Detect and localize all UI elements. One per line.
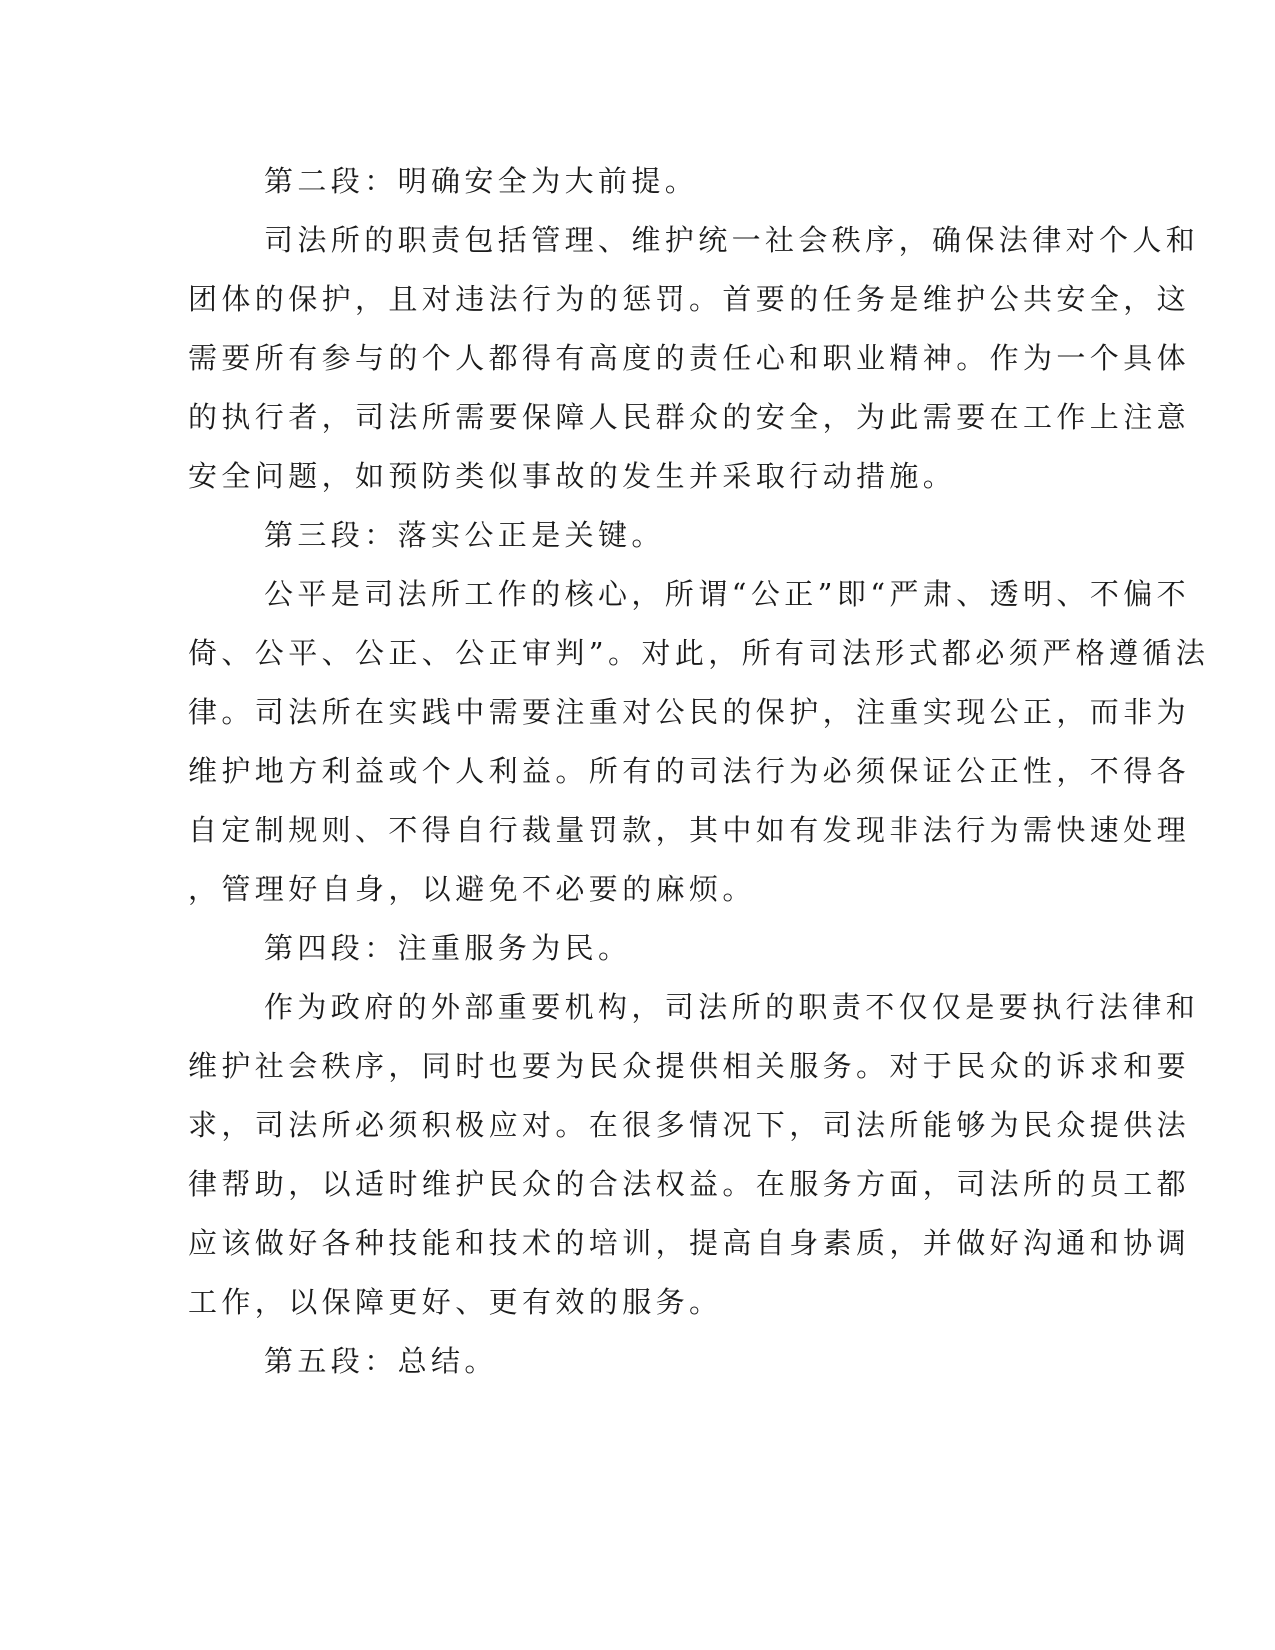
paragraph-line: 倚、公平、公正、公正审判”。对此，所有司法形式都必须严格遵循法 — [188, 636, 1210, 670]
paragraph-line: 公平是司法所工作的核心，所谓“公正”即“严肃、透明、不偏不 — [264, 577, 1191, 611]
section-heading-3: 第三段：落实公正是关键。 — [264, 518, 665, 552]
paragraph-line: 作为政府的外部重要机构，司法所的职责不仅仅是要执行法律和 — [264, 990, 1200, 1024]
paragraph-line: ，管理好自身，以避免不必要的麻烦。 — [188, 872, 756, 906]
section-heading-5: 第五段：总结。 — [264, 1344, 498, 1378]
paragraph-line: 的执行者，司法所需要保障人民群众的安全，为此需要在工作上注意 — [188, 400, 1191, 434]
paragraph-line: 工作，以保障更好、更有效的服务。 — [188, 1285, 723, 1319]
paragraph-line: 需要所有参与的个人都得有高度的责任心和职业精神。作为一个具体 — [188, 341, 1191, 375]
paragraph-line: 应该做好各种技能和技术的培训，提高自身素质，并做好沟通和协调 — [188, 1226, 1191, 1260]
section-heading-4: 第四段：注重服务为民。 — [264, 931, 632, 965]
paragraph-line: 司法所的职责包括管理、维护统一社会秩序，确保法律对个人和 — [264, 223, 1200, 257]
paragraph-line: 团体的保护，且对违法行为的惩罚。首要的任务是维护公共安全，这 — [188, 282, 1191, 316]
paragraph-line: 维护地方利益或个人利益。所有的司法行为必须保证公正性，不得各 — [188, 754, 1191, 788]
paragraph-line: 律帮助，以适时维护民众的合法权益。在服务方面，司法所的员工都 — [188, 1167, 1191, 1201]
paragraph-line: 安全问题，如预防类似事故的发生并采取行动措施。 — [188, 459, 957, 493]
paragraph-line: 求，司法所必须积极应对。在很多情况下，司法所能够为民众提供法 — [188, 1108, 1191, 1142]
section-heading-2: 第二段：明确安全为大前提。 — [264, 164, 699, 198]
paragraph-line: 自定制规则、不得自行裁量罚款，其中如有发现非法行为需快速处理 — [188, 813, 1191, 847]
paragraph-line: 律。司法所在实践中需要注重对公民的保护，注重实现公正，而非为 — [188, 695, 1191, 729]
paragraph-line: 维护社会秩序，同时也要为民众提供相关服务。对于民众的诉求和要 — [188, 1049, 1191, 1083]
